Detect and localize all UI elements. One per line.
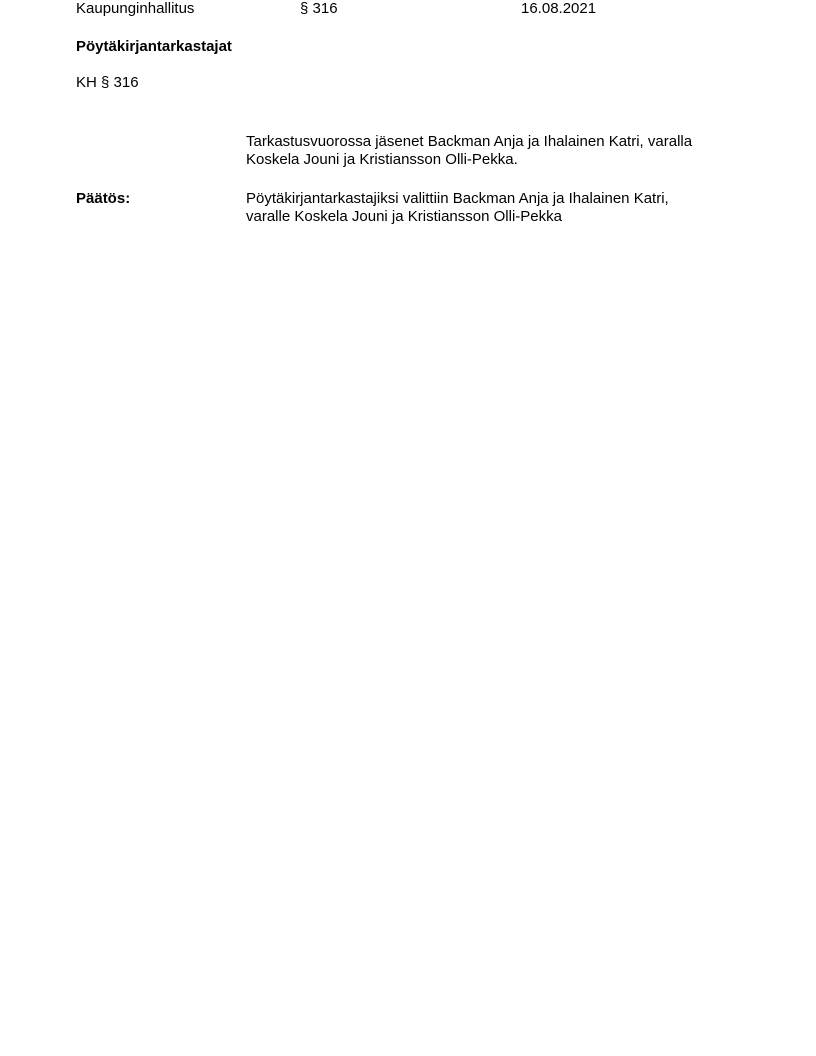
header-meeting-date: 16.08.2021: [521, 0, 597, 17]
proposal-line: Koskela Jouni ja Kristiansson Olli-Pekka.: [246, 151, 518, 168]
header-body-name: Kaupunginhallitus: [76, 0, 195, 17]
decision-label: Päätös:: [76, 190, 131, 207]
decision-paragraph: [246, 190, 746, 226]
decision-line: Pöytäkirjantarkastajiksi valittiin Backman Anja ja Ihalainen Katri,: [246, 190, 669, 207]
section-reference: KH § 316: [76, 74, 139, 91]
proposal-paragraph: [246, 133, 746, 169]
proposal-line: Tarkastusvuorossa jäsenet Backman Anja ja Ihalainen Katri, varalla: [246, 133, 693, 150]
header-section-number: § 316: [300, 0, 338, 17]
decision-line: varalle Koskela Jouni ja Kristiansson Olli-Pekka: [246, 208, 562, 225]
document-title: Pöytäkirjantarkastajat: [76, 38, 232, 55]
